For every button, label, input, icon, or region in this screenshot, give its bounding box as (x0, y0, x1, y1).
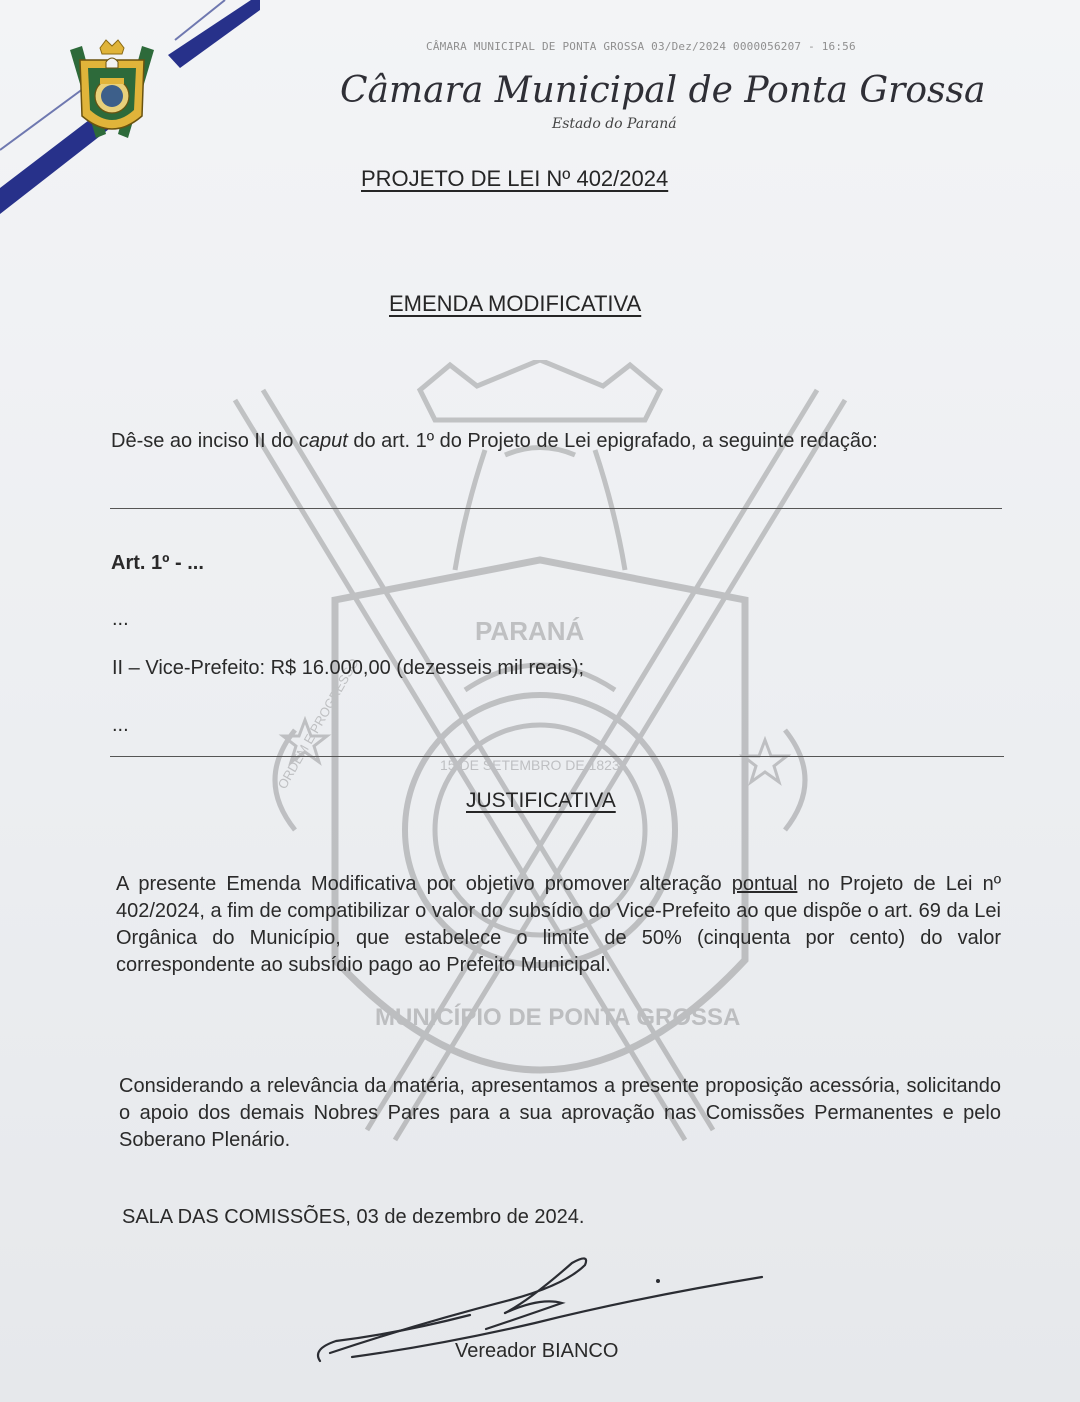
intro-text-italic: caput (298, 430, 348, 452)
watermark-date-ring: 15 DE SETEMBRO DE 1823 (440, 757, 620, 773)
intro-text-pre: Dê-se ao inciso II do (111, 430, 299, 452)
divider-top (110, 508, 1002, 509)
signer-name: Vereador BIANCO (455, 1340, 619, 1362)
city-coat-of-arms-logo (62, 38, 162, 148)
watermark-motto: ORDEM E PROGRESSO (274, 655, 362, 792)
amendment-intro (111, 428, 997, 455)
institution-state: Estado do Paraná (552, 116, 677, 132)
justification-p1-post: no Projeto de Lei nº 402/2024, a fim de compatibilizar o valor do subsídio do Vice-Prefeito ao que dispõe o art. 69 da Lei Orgânica do Município, que estabelece o limite de 50% (cinquenta por cento) do valor correspondente ao subsídio pago ao Prefeito Municipal. (116, 873, 1002, 976)
divider-bottom (110, 756, 1004, 757)
justification-p1-pre: A presente Emenda Modificativa por objetivo promover alteração (116, 873, 732, 895)
vice-mayor-item: II – Vice-Prefeito: R$ 16.000,00 (dezesseis mil reais); (112, 657, 585, 679)
justification-p1-underlined: pontual (731, 873, 798, 895)
justification-title: JUSTIFICATIVA (466, 789, 616, 812)
justification-paragraph-2: Considerando a relevância da matéria, apresentamos a presente proposição acessória, solicitando o apoio dos demais Nobres Pares para a sua aprovação nas Comissões Permanentes e pelo Soberano Plenário. (119, 1075, 1001, 1151)
protocol-stamp: CÂMARA MUNICIPAL DE PONTA GROSSA 03/Dez/2024 0000056207 - 16:56 (426, 40, 856, 53)
amendment-title: EMENDA MODIFICATIVA (389, 291, 642, 316)
watermark-municipality: MUNICÍPIO DE PONTA GROSSA (375, 1004, 741, 1031)
justification-paragraph-1 (116, 871, 1001, 979)
ellipsis-line-1: ... (112, 608, 129, 630)
ellipsis-line-2: ... (112, 714, 129, 736)
institution-name: Câmara Municipal de Ponta Grossa (340, 70, 986, 111)
place-and-date: SALA DAS COMISSÕES, 03 de dezembro de 2024. (122, 1206, 585, 1228)
article-heading: Art. 1º - ... (111, 552, 204, 574)
bill-title: PROJETO DE LEI Nº 402/2024 (361, 166, 669, 191)
coat-of-arms-watermark (215, 360, 865, 1180)
watermark-state-label: PARANÁ (475, 616, 585, 646)
intro-text-post: do art. 1º do Projeto de Lei epigrafado, a seguinte redação: (347, 430, 878, 452)
